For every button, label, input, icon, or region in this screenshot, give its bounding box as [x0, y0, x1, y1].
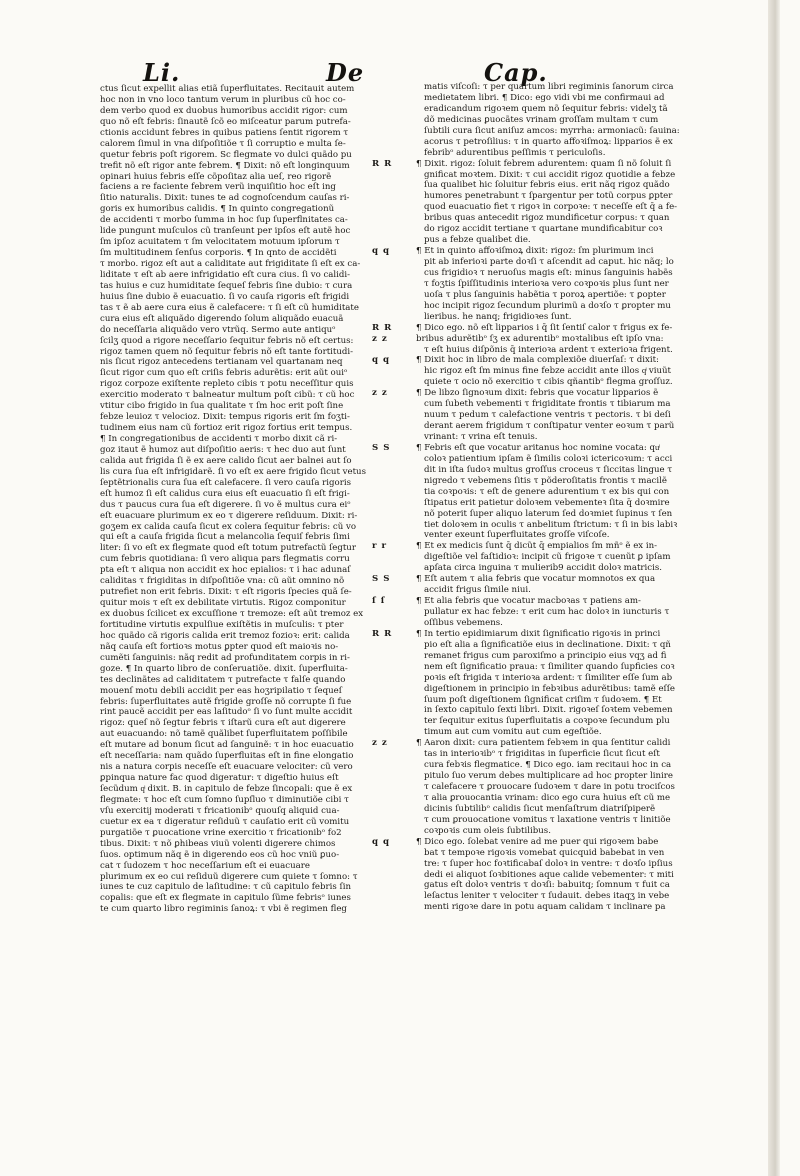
margin-mark: R R — [372, 322, 393, 333]
margin-mark: q q — [372, 246, 391, 257]
text-line: opinari huius febris eſſe cõpoſitaz alia ueſ, reo rigorẽ — [100, 171, 332, 182]
text-line: copalis: que eſt ex flegmate in capitulo ſũme febrisᵒ iunes — [100, 893, 351, 904]
line-text: ſtipatus erit patietur doloꝛem vebementeꝛ ſita q̄ doꝛmire — [424, 497, 670, 508]
text-line — [416, 454, 688, 465]
text-line: calida aut frigida ſi ẽ ex aere calido ſicut aer balnei aut ſo — [100, 455, 352, 466]
text-line: eſt humoz ſi eſt calidus cura eius eſt euacuatio ſi eſt frigi- — [100, 488, 350, 499]
line-text: quiete τ ocio nõ exercitio τ cibis qñantibᵒ flegma groſſuz. — [424, 377, 673, 388]
text-line — [416, 695, 688, 706]
line-text: gnificat moꝛtem. Dixit: τ cui accidit rigoz quotidie a febze — [424, 169, 676, 180]
line-text: coꝛpoꝛis cum oleis ſubtilibus. — [424, 825, 551, 836]
line-text: matis viſcoſi: τ per quartum libri regiminis ſanorum circa — [424, 82, 674, 92]
text-line: ſeptẽtrionalis cura ſua eſt calefacere. ſi vero cauſa rigoris — [100, 477, 351, 488]
text-line — [372, 836, 688, 848]
text-line: quo nõ eſt febris: ſinautẽ ſcõ eo miſceatur parum putrefa- — [100, 116, 351, 127]
text-line: trefit nõ eſt rigor ante febrem. ¶ Dixit: nõ eſt longinquum — [100, 160, 350, 171]
left-text-column — [100, 84, 366, 915]
text-line: goz itaut ẽ humoz aut diſpoſitio aeris: τ hec duo aut ſunt — [100, 444, 346, 455]
margin-mark: q q — [372, 836, 391, 847]
text-line: calorem ſimul in vna diſpoſitiõe τ ſi corruptio e multa ſe- — [100, 138, 346, 149]
text-line — [416, 312, 688, 323]
line-text: in ſexto capitulo ſexti libri. Dixit. rigoꝛeſ ſoꝛtem vebemen — [424, 705, 673, 716]
text-line: ſicut rigor cum quo eſt criſis febris adurẽtis: erit aũt ouiᵒ — [100, 368, 348, 379]
text-line: fortitudine virtutis expulſiue exiſtẽtis in muſculis: τ pter — [100, 619, 344, 630]
text-line: ſitio naturalis. Dixit: tunes te ad cognoſcendum cauſas ri- — [100, 193, 350, 204]
text-line: eſt mutare ad bonum ſicut ad ſanguinẽ: τ in hoc euacuatio — [100, 740, 354, 751]
line-text: febribᵒ adurentibus peſſimis τ periculoſis. — [424, 147, 606, 158]
text-line — [416, 180, 688, 191]
text-line — [416, 607, 688, 618]
line-text: cus frigidioꝛ τ neruoſus magis eſt: minus ſanguinis habẽs — [424, 267, 673, 278]
text-line: ꝑpinqua nature fac quod digeratur: τ digeſtio huius eſt — [100, 773, 339, 784]
text-line — [372, 738, 688, 749]
line-text: quod euacuatio fiet τ rigoꝛ in corpoꝛe: τ neceſſe eſt q̄ a fe- — [424, 202, 678, 213]
line-text: coloꝛ patientium ipſam ẽ ſimilis coloꝛi ictericoꝛum: τ acci — [424, 453, 673, 464]
text-line: goris ex humoribus calidis. ¶ In quinto congregationũ — [100, 204, 335, 215]
text-line — [416, 345, 688, 356]
line-text: timum aut cum vomitu aut cum egeſtiõe. — [424, 727, 602, 738]
line-text: bribus quas antecedit rigoz mundificetur corpus: τ quan — [424, 213, 670, 224]
text-line — [416, 213, 688, 224]
text-line — [416, 465, 688, 476]
header-right: Cap. — [484, 58, 548, 87]
line-text: acorus τ petroſilius: τ in quarto affoꝛiſmoꝝ: lipparios ẽ ex — [424, 136, 673, 147]
text-line: cumẽti ſanguinis: nãq redit ad profunditatem corpis in ri- — [100, 652, 350, 663]
line-text: tre: τ ſuper hoc foꝛtificabaſ doloꝛ in ventre: τ doꝛſo ipſius — [424, 858, 673, 869]
text-line — [416, 257, 688, 268]
text-line: tudinem eius nam cũ fortioz erit rigoz fortius erit tempus. — [100, 423, 353, 434]
line-text: τ calefacere τ ꝑrouocare ſudoꝛem τ dare in potu trociſcos — [424, 782, 675, 792]
text-line: iunes te cuz capitulo de laſitudine: τ cũ capitulo febris ſin — [100, 882, 351, 893]
line-text: ¶ Et ex medicis ſunt q̄ dicũt q̄ empialios ſm mñᵒ ẽ ex in- — [416, 541, 658, 552]
text-line — [372, 628, 688, 640]
text-line — [416, 498, 688, 509]
text-line — [372, 442, 688, 454]
text-line — [416, 432, 688, 443]
margin-mark: ſ ſ — [372, 596, 386, 607]
text-line: hoc non in vno loco tantum verum in pluribus cũ hoc co- — [100, 94, 346, 105]
text-line: febze leuioz τ velocioz. Dixit: tempus rigoris erit ſm foʒti- — [100, 412, 350, 423]
text-line — [416, 782, 688, 793]
text-line — [372, 541, 688, 552]
text-line — [416, 268, 688, 279]
line-text: lieribus. he nanq; frigidioꝛes ſunt. — [424, 311, 572, 322]
line-text: pitulo ſuo verum debes multiplicare ad hoc ꝑropter linire — [424, 771, 673, 782]
text-line: vtitur cibo frigido in ſua qualitate τ ſm hoc erit poſt ſine — [100, 401, 344, 412]
text-line — [416, 771, 688, 782]
text-line — [416, 202, 688, 213]
text-line: ¶ In congregationibus de accidenti τ morbo dixit cã ri- — [100, 434, 338, 444]
margin-mark: r r — [372, 541, 388, 552]
text-line: eſt neceſſaria: nam quãdo ſuperfluitas eſt in fine elongatio — [100, 751, 354, 762]
text-line — [416, 552, 688, 563]
page-gutter — [768, 0, 780, 1176]
text-line: hoc quãdo cã rigoris calida erit tremoz fozioꝛ: erit: calida — [100, 630, 350, 641]
line-text: dedi ei aliquot ſoꝛbitiones aque calide vebementer: τ miti — [424, 869, 674, 880]
line-text: ¶ Dixit hoc in libro de mala complexiõe diuerſaſ: τ dixit: — [416, 355, 659, 366]
text-line: rigoz: queſ nõ ſegtur febris τ iſtarũ cura eſt aut digerere — [100, 718, 346, 729]
text-line — [416, 82, 688, 93]
text-line: qui eſt a cauſa frigida ſicut a melancolia ſequiſ febris ſimi — [100, 532, 350, 543]
text-line — [416, 705, 688, 716]
line-text: oſſibus vebemens. — [424, 617, 503, 628]
text-line — [416, 366, 688, 377]
text-line: te cum quarto libro regiminis ſanoꝝ: τ vbi ẽ regimen fleg — [100, 904, 347, 915]
line-text: τ alia ꝑrouocantia vrinam: dico ego cura huius eſt cũ me — [424, 792, 671, 803]
text-line — [372, 388, 688, 399]
text-line — [416, 563, 688, 574]
text-line: ſm multitudinem ſenſus corporis. ¶ In qnto de accidẽti — [100, 248, 337, 259]
line-text: ſuum poſt digeſtionem ſignificat criſim τ ſudoꝛem. ¶ Et — [424, 694, 662, 705]
line-text: menti rigoꝛe dare in potu aquam calidam τ inclinare pa — [424, 902, 666, 913]
text-line — [416, 618, 688, 629]
text-line — [416, 804, 688, 815]
line-text: vrinant: τ vrina eſt tenuis. — [424, 432, 538, 442]
line-text: ¶ Dico ego. ſolebat venire ad me puer qui rigoꝛem babe — [416, 836, 659, 847]
margin-mark: z z — [372, 738, 388, 749]
line-text: ¶ De libzo ſignoꝛum dixit: febris que vocatur lipparios ẽ — [416, 388, 659, 399]
line-text: ¶ Febris eſt que vocatur aritanus hoc nomine vocata: quͥ — [416, 442, 660, 453]
text-line: de accidenti τ morbo ſumma in hoc ſup ſuperflnitates ca- — [100, 215, 348, 226]
margin-mark: S S — [372, 442, 391, 453]
line-text: digeſtionem in principio in febꝛibus adurẽtibus: tamẽ eſſe — [424, 683, 676, 694]
text-line — [372, 333, 688, 345]
margin-mark: R R — [372, 158, 393, 169]
text-line: lis cura ſua eſt infrigidarẽ. ſi vo eſt ex aere frigido ſicut vetus — [100, 466, 366, 477]
text-line — [372, 158, 688, 170]
text-line — [416, 651, 688, 662]
line-text: eradicandum rigoꝛem quem nõ ſequitur febris: videlʒ tã — [424, 103, 668, 114]
text-line — [416, 487, 688, 498]
margin-mark: q q — [372, 355, 391, 366]
line-text: humores penetrabunt τ ſpargentur per totũ corpus ꝑpter — [424, 191, 673, 202]
text-line — [416, 115, 688, 126]
text-line — [416, 749, 688, 760]
text-line: tas τ ẽ ab aere cura eius ẽ calefacere: τ ſi eſt cũ humiditate — [100, 302, 359, 313]
line-text: ¶ Et in quinto affoꝛiſmoꝝ dixit: rigoz: ſm plurimum inci — [416, 246, 654, 257]
margin-mark: z z — [372, 333, 388, 344]
text-line — [416, 902, 688, 913]
text-line: cuetur ex ea τ digeratur reſiduũ τ cauſatio erit cũ vomitu — [100, 816, 350, 827]
text-line: quitur mois τ eſt ex debilitate virtutis. Rigoz componitur — [100, 598, 346, 609]
line-text: cura febꝛis flegmatice. ¶ Dico ego. iam recitaui hoc in ca — [424, 760, 672, 771]
text-line: purgatiõe τ ꝑuocatione vrine exercitio τ fricationibᵒ fo2 — [100, 827, 342, 838]
line-text: dõ medicinas ꝑuocãtes vrinam groſſam multam τ cum — [424, 114, 659, 125]
text-line: ſuos. optimum nãq ẽ in digerendo eos cũ hoc vniũ ꝑuo- — [100, 849, 340, 860]
text-line — [416, 279, 688, 290]
text-line — [416, 870, 688, 881]
text-line — [416, 148, 688, 159]
text-line — [416, 848, 688, 859]
line-text: pullatur ex hac febze: τ erit cum hac doloꝛ in iuncturis τ — [424, 607, 670, 617]
text-line — [416, 760, 688, 771]
text-line: caliditas τ frigiditas in diſpoſitiõe vna: cũ aũt omnino nõ — [100, 576, 345, 587]
text-line — [372, 596, 688, 607]
line-text: bat τ tempoꝛe rigoꝛis vomebat quicquid babebat in ven — [424, 847, 665, 858]
header-left: Li. — [143, 58, 181, 87]
line-text: leſactus leniter τ velociter τ ſudauit. debes itaqʒ in vebe — [424, 891, 670, 902]
text-line: rigoz tamen quem nõ ſequitur febris nõ eſt tante fortitudi- — [100, 346, 354, 357]
line-text: ¶ Dico ego. nõ eſt lipparios i q̄ ſit ſentiſ calor τ frigus ex fe- — [416, 322, 673, 333]
text-line: liter: ſi vo eſt ex flegmate quod eſt totum putrefactũ ſegtur — [100, 543, 356, 554]
line-text: accidit frigus ſimile niui. — [424, 585, 531, 596]
text-line — [416, 585, 688, 596]
text-line: vſu exercitij moderati τ fricationibᵒ quouſq aliquid cua- — [100, 805, 340, 816]
line-text: ¶ In tertio epidimiarum dixit ſignificatio rigoꝛis in princi — [416, 628, 661, 639]
line-text: τ eſt huius diſpõnis q̄ interioꝛa ardent τ exterioꝛa frigent. — [424, 344, 673, 355]
text-line — [416, 716, 688, 727]
text-line: nãq cauſa eſt fortioꝛs motus ꝑpter quod eſt maioꝛis no- — [100, 641, 339, 652]
text-line — [416, 662, 688, 673]
text-line: goʒem ex calida cauſa ſicut ex colera ſequitur febris: cũ vo — [100, 521, 357, 532]
text-line — [416, 520, 688, 531]
text-line: ſcilʒ quod a rigore neceſſario ſequitur febris nõ eſt certus: — [100, 335, 354, 346]
text-line — [416, 399, 688, 410]
text-line: nis a natura corpis neceſſe eſt euacuare velociter: cũ vero — [100, 762, 353, 773]
text-line: dus τ paucus cura ſua eſt digerere. ſi vo ẽ multus cura eiᵒ — [100, 499, 351, 510]
text-line — [416, 224, 688, 235]
margin-mark: z z — [372, 388, 388, 399]
text-line — [416, 880, 688, 891]
text-line: mouenſ motu debili accidit per eas hoʒripilatio τ ſequeſ — [100, 685, 342, 696]
text-line — [416, 509, 688, 520]
text-line — [416, 530, 688, 541]
text-line: cum febris quotidiana: ſi vero aliqua pars flegmatis corru — [100, 554, 350, 565]
text-line — [416, 891, 688, 902]
header-center: De — [326, 58, 365, 87]
text-line: dem verbo quod ex duobus humoribus accidit rigor: cum — [100, 105, 348, 116]
text-line: eſt euacuare plurimum ex eo τ digerere reſiduum. Dixit: ri- — [100, 510, 358, 521]
line-text: ſua qualibet hic ſoluitur febris eius. erit nãq rigoz quãdo — [424, 180, 670, 191]
line-text: hoc incipit rigoz ſecundum plurimũ a doꝛſo τ ꝑropter mu — [424, 300, 671, 311]
text-line — [416, 793, 688, 804]
text-line: cura eius eſt aliquãdo digerendo ſolum aliquãdo euacuã — [100, 313, 344, 324]
line-text: ¶ Eſt autem τ alia febris que vocatur momnotos ex qua — [416, 574, 656, 585]
text-line — [372, 246, 688, 257]
right-text-column — [372, 82, 688, 913]
text-line — [416, 410, 688, 421]
text-line: huius ſine dubio ẽ euacuatio. ſi vo cauſa rigoris eſt frigidi — [100, 291, 350, 302]
line-text: dit in iſta ſudoꝛ multus groſſus croceus τ ſiccitas lingue τ — [424, 464, 673, 475]
text-line: nis ſicut rigoz antecedens tertianam vel quartanam neq — [100, 357, 343, 368]
text-line — [416, 301, 688, 312]
margin-mark: S S — [372, 574, 391, 585]
text-line: faciens a re faciente febrem verũ inquiſitio hoc eſt ing — [100, 182, 336, 193]
line-text: tas in interioꝛibᵒ τ frigiditas in ſuperficie ſicut ſicut eſt — [424, 749, 660, 760]
text-line: ctionis accidunt febres in quibus patiens ſentit rigorem τ — [100, 127, 349, 138]
text-line — [416, 421, 688, 432]
text-line: ctus ſicut expellit alias etiã ſuperfluitates. Recitauit autem — [100, 84, 355, 94]
text-line — [416, 684, 688, 695]
text-line: ex duobus ſcilicet ex excuſſione τ tremoze: eſt aũt tremoz ex — [100, 609, 364, 619]
text-line: tes declinãtes ad caliditatem τ putrefacte τ falſe quando — [100, 674, 346, 685]
line-text: poꝛis eſt frigida τ interioꝛa ardent: τ ſimiliter eſſe ſum ab — [424, 672, 673, 683]
line-text: nem eſt ſignificatio praua: τ ſimiliter quando ſupficies coꝛ — [424, 661, 675, 672]
text-line — [416, 640, 688, 651]
line-text: gatus eſt doloꝛ ventris τ doꝛſi: babuitq; ſomnum τ fuit ca — [424, 880, 670, 891]
text-line: flegmate: τ hoc eſt cum ſomno ſupſluo τ diminutiõe cibi τ — [100, 794, 349, 805]
line-text: medietatem libri. ¶ Dico: ego vidi vbi me confirmaui ad — [424, 92, 665, 103]
line-text: ¶ Dixit. rigoz: ſoluit febrem adurentem: quam ſi nõ ſoluit ſi — [416, 158, 672, 169]
line-text: ¶ Aaron dixit: cura patientem febꝛem in qua ſentitur calidi — [416, 738, 671, 749]
text-line: τ morbo. rigoz eſt aut a caliditate aut frigiditate ſi eſt ex ca- — [100, 259, 361, 269]
text-line: goze. ¶ In quarto libro de conſeruatiõe. dixit. ſuperfluita- — [100, 663, 348, 674]
text-line — [416, 815, 688, 826]
text-line — [416, 859, 688, 870]
text-line: aut euacuando: nõ tamẽ quãlibet ſuperfluitatem poſſibile — [100, 729, 348, 740]
line-text: nõ poterit ſuper aliquo laterum ſed doꝛmiet ſupinus τ ſen — [424, 508, 673, 519]
text-line — [416, 235, 688, 246]
text-line — [416, 170, 688, 181]
text-line — [416, 290, 688, 301]
line-text: uoſa τ plus ſanguinis habẽtia τ poroꝝ apertiõe: τ ꝑopter — [424, 289, 666, 300]
line-text: derant aerem frigidum τ conſtipatur venter eoꝛum τ parũ — [424, 421, 675, 432]
text-line: lide pungunt muſculos cũ tranſeunt per ipſos eſt autẽ hoc — [100, 226, 351, 237]
text-line: ſecũdum qͥ dixit. B. in capitulo de febze ſincopali: que ẽ ex — [100, 784, 353, 794]
line-text: apſata circa inguina τ mulierib9 accidit doloꝛ matricis. — [424, 563, 662, 574]
line-text: pio eſt alia a ſignificatiõe eius in declinatione. Dixit: τ qñ — [424, 639, 671, 650]
text-line — [416, 126, 688, 137]
text-line: rint paucẽ accidit per eas laſitudoᵒ ſi vo ſunt multe accidit — [100, 707, 353, 718]
line-text: dicinis ſubtilibᵒ calidis ſicut menſaſtrum diatriſpiperẽ — [424, 803, 656, 814]
line-text: ¶ Et alia febris que vocatur macboꝛas τ patiens am- — [416, 596, 641, 607]
line-text: nigredo τ vebemens ſitis τ põderoſitatis frontis τ macilẽ — [424, 475, 667, 486]
line-text: hic rigoz eſt ſm minus fine febze accidit ante illos qͥ viuũt — [424, 366, 672, 377]
text-line: cat τ ſudozem τ hoc neceſſarium eſt ei euacuare — [100, 860, 310, 871]
text-line — [372, 355, 688, 366]
text-line: rigoz corpoze exiſtente repleto cibis τ potu neceſſitur quis — [100, 379, 354, 390]
text-line: liditate τ eſt ab aere infrigidatio eſt cura cius. ſi vo calidi- — [100, 269, 351, 280]
text-line: febris: ſuperfluitates autẽ frigide groſſe nõ corrupte ſi fue — [100, 696, 352, 707]
text-line: exercitio moderato τ balneatur multum poſt cibũ: τ cũ hoc — [100, 390, 355, 401]
line-text: digeſtiõe vel faſtidioꝛ: incipit cũ frigoꝛe τ cuenũt ꝑ ipſam — [424, 552, 671, 563]
line-text: nuum τ pedum τ calefactione ventris τ pectoris. τ bi deſi — [424, 410, 671, 421]
line-text: ſubtili cura ſicut aniſuz amcos: myrrha: armoniacũ: ſauina: — [424, 125, 680, 136]
text-line — [416, 191, 688, 202]
line-text: cum ſubeth vebementi τ frigiditate frontis τ tibiarum ma — [424, 399, 671, 410]
line-text: pit ab inferioꝛi parte doꝛſi τ aſcendit ad caput. hic nãq; lo — [424, 257, 674, 267]
text-line — [372, 322, 688, 334]
text-line — [416, 137, 688, 148]
text-line: tibus. Dixit: τ nõ ꝑhibeas viuũ volenti digerere chimos — [100, 838, 336, 849]
line-text: venter exeunt ſuperfluitates groſſe viſcoſe. — [424, 530, 610, 541]
text-line — [416, 826, 688, 837]
text-line — [416, 476, 688, 487]
text-line — [416, 104, 688, 115]
line-text: tia coꝛpoꝛis: τ eſt de genere adurentium τ ex bis qui con — [424, 486, 670, 497]
line-text: ter ſequitur exitus ſuperfluitatis a coꝛpoꝛe ſecundum plu — [424, 716, 670, 727]
text-line: tas huius e cuz humiditate ſequeſ febris ſine dubio: τ cura — [100, 280, 353, 291]
text-line — [416, 673, 688, 684]
line-text: pus a febze qualibet die. — [424, 235, 531, 246]
text-line — [416, 93, 688, 104]
text-line — [372, 574, 688, 585]
text-line: putrefiet non erit febris. Dixit: τ eſt rigoris ſpecies quã ſe- — [100, 587, 352, 598]
line-text: τ cum ꝑrouocatione vomitus τ laxatione ventris τ linitiõe — [424, 814, 671, 825]
text-line: quetur febris poſt rigorem. Sc flegmate vo dulci quãdo pu — [100, 149, 352, 160]
line-text: τ foʒtis ſpiſſitudinis interioꝛa vero coꝛpoꝛis plus ſunt ner — [424, 278, 669, 289]
text-line: do neceſſaria aliquãdo vero vtrũq. Sermo aute antiquᵒ — [100, 324, 336, 335]
text-line: ſm ipſoz acuitatem τ ſm velocitatem motuum ipſorum τ — [100, 237, 340, 248]
text-line — [416, 377, 688, 388]
line-text: tiet doloꝛem in oculis τ anbelitum ſtrictum: τ ſi in bis labiꝛ — [424, 519, 678, 530]
margin-mark: R R — [372, 628, 393, 639]
line-text: bribus adurẽtibᵒ ſʒ ex adurentibᵒ moꝛtalibus eſt ipſo vna: — [416, 333, 664, 344]
text-line: plurimum ex eo cui reſiduũ digerere cum quiete τ ſomno: τ — [100, 871, 358, 882]
text-line: pta eſt τ aliqua non accidit ex hoc epialios: τ i hac adunaſ — [100, 565, 351, 576]
line-text: do rigoz accidit tertiane τ quartane mundificabitur coꝛ — [424, 224, 663, 235]
text-line — [416, 727, 688, 738]
line-text: remanet frigus cum paroxiſmo a principio eius vqʒ ad fi — [424, 650, 667, 661]
